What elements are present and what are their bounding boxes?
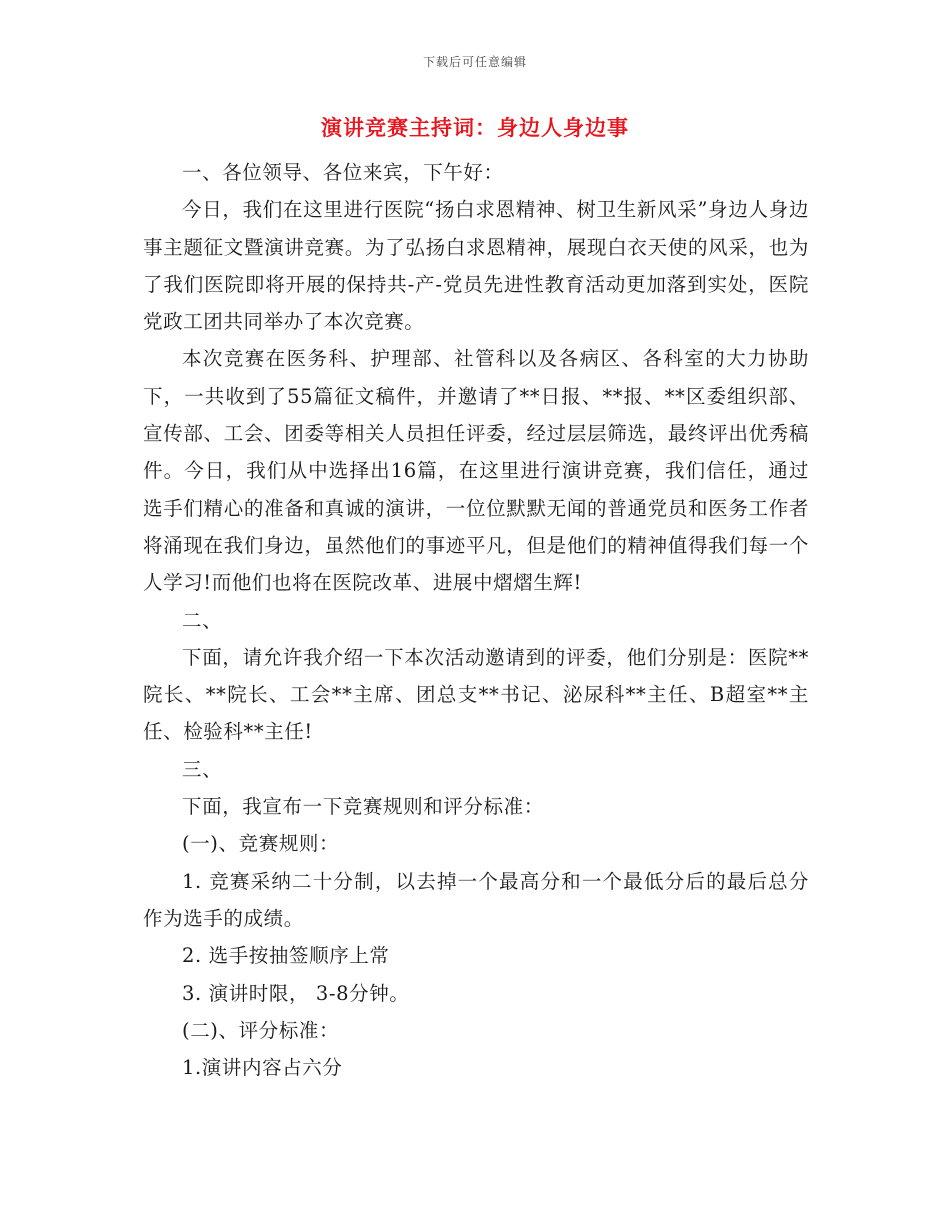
- paragraph-contest-info: 本次竞赛在医务科、护理部、社管科以及各病区、各科室的大力协助下，一共收到了55篇征文稿件，并邀请了**日报、**报、**区委组织部、宣传部、工会、团委等相关人员担任评委，经过层层筛选，最终评出优秀稿件。今日，我们从中选择出16篇，在这里进行演讲竞赛，我们信任，通过选手们精心的准备和真诚的演讲，一位位默默无闻的普通党员和医务工作者将涌现在我们身边，虽然他们的事迹平凡，但是他们的精神值得我们每一个人学习!而他们也将在医院改革、进展中熠熠生辉!: [143, 347, 809, 595]
- rule-item-3: 3. 演讲时限， 3-8分钟。: [182, 981, 410, 1005]
- paragraph-rules-intro: 下面，我宣布一下竞赛规则和评分标准：: [182, 795, 544, 819]
- rule-item-1: 1. 竞赛采纳二十分制，以去掉一个最高分和一个最低分后的最后总分作为选手的成绩。: [143, 869, 809, 930]
- document-body: [143, 154, 809, 1086]
- scoring-item-1: 1.演讲内容占六分: [182, 1056, 343, 1080]
- paragraph-greeting: 一、各位领导、各位来宾，下午好：: [182, 161, 504, 184]
- paragraph-intro: 今日，我们在这里进行医院“扬白求恩精神、树卫生新风采”身边人身边事主题征文暨演讲竞赛。为了弘扬白求恩精神，展现白衣天使的风采，也为了我们医院即将开展的保持共-产-党员先进性教育活动更加落到实处，医院党政工团共同举办了本次竞赛。: [143, 198, 809, 334]
- rule-item-2: 2. 选手按抽签顺序上常: [182, 944, 390, 968]
- section-heading-three: 三、: [182, 757, 223, 781]
- subheading-rules: (一)、竞赛规则：: [182, 832, 340, 856]
- document-title: 演讲竞赛主持词：身边人身边事: [321, 115, 629, 140]
- header-note: 下载后可任意编辑: [422, 55, 527, 69]
- section-heading-two: 二、: [182, 608, 223, 632]
- paragraph-judges: 下面，请允许我介绍一下本次活动邀请到的评委，他们分别是：医院**院长、**院长、工会**主席、团总支**书记、泌尿科**主任、B超室**主任、检验科**主任!: [143, 645, 809, 744]
- subheading-scoring: (二)、评分标准：: [182, 1018, 340, 1042]
